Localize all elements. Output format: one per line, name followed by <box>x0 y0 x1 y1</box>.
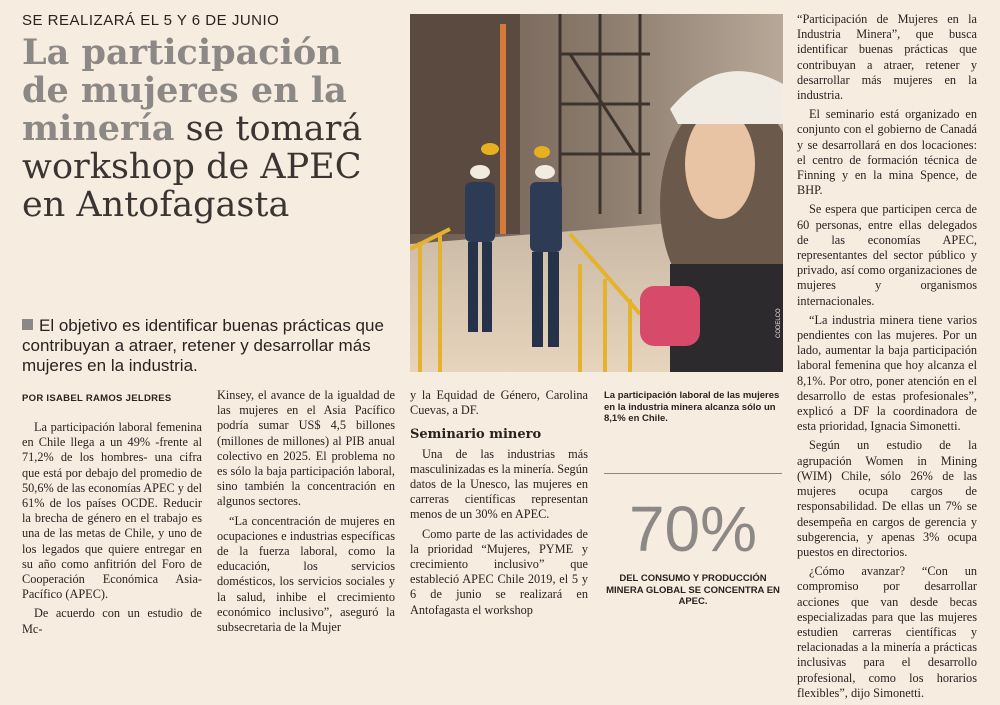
headline-line-1: La participación <box>22 32 342 73</box>
paragraph: De acuerdo con un estudio de Mc- <box>22 606 202 636</box>
paragraph: Una de las industrias más masculinizadas es la minería. Según datos de la Unesco, las mujeres en carreras científicas representan menos de un 30% en APEC. <box>410 446 588 522</box>
article-column-1 <box>22 420 202 641</box>
paragraph: y la Equidad de Género, Carolina Cuevas, a DF. <box>410 388 588 418</box>
paragraph: “La concentración de mujeres en ocupaciones e industrias específicas de la fuerza laboral, como la educación, los servicios domésticos, los servicios sociales y la salud, inhibe el crecimiento económico inclusivo”, aseguró la subsecretaria de la Mujer <box>217 513 395 635</box>
paragraph: Según un estudio de la agrupación Women in Mining (WIM) Chile, sólo 26% de las mujeres ocupa cargos de responsabilidad. De ellas un 7% se desempeña en cargos de gerencia y subgerencia, y apenas 3% ocupa puestos en directorios. <box>797 438 977 559</box>
lead-paragraph <box>22 316 392 376</box>
paragraph: ¿Cómo avanzar? “Con un compromiso por desarrollar acciones que van desde becas especializadas para que las mujeres estudien carreras científicas y relacionadas a la minería a prácticas inclusivas para el desarrollo profesional, como los horarios flexibles”, dijo Simonetti. <box>797 564 977 700</box>
photo-caption: La participación laboral de las mujeres en la industria minera alcanza sólo un 8,1% en Chile. <box>604 390 780 424</box>
paragraph: Como parte de las actividades de la prioridad “Mujeres, PYME y crecimiento inclusivo” que estableció APEC Chile 2019, el 5 y 6 de junio se realizará en Antofagasta el workshop <box>410 526 588 617</box>
headline-line-5: en Antofagasta <box>22 185 290 225</box>
stat-label: DEL CONSUMO Y PRODUCCIÓN MINERA GLOBAL SE CONCENTRA EN APEC. <box>606 573 780 607</box>
paragraph: La participación laboral femenina en Chile llega a un 49% -frente al 71,2% de los hombres- una cifra que está por debajo del promedio de 50,6% de las economías APEC y del 61% de los países OCDE. Reducir la brecha de género en el trabajo es una de las metas de Chile, y uno de los legados que quiere entregar en su año como anfitrión del Foro de Cooperación Económica Asia-Pacífico (APEC). <box>22 420 202 602</box>
stat-value: 70% <box>628 493 758 565</box>
lead-text: El objetivo es identificar buenas prácticas que contribuyan a atraer, retener y desarrollar más mujeres en la industria. <box>22 316 384 375</box>
divider <box>604 473 782 474</box>
paragraph: “Participación de Mujeres en la Industria Minera”, que busca identificar buenas prácticas que contribuyan a atraer, retener y desarrollar más mujeres en la industria. <box>797 12 977 103</box>
section-subhead: Seminario minero <box>410 427 542 443</box>
headline-line-3-rest: se tomará <box>174 109 363 149</box>
photo-illustration <box>410 14 783 372</box>
article-column-2 <box>217 388 395 639</box>
mining-workers-photo <box>410 14 783 372</box>
headline-line-3-bold: minería <box>22 108 175 149</box>
byline: POR ISABEL RAMOS JELDRES <box>22 393 172 404</box>
headline-line-2: de mujeres en la <box>22 70 347 111</box>
headline <box>22 34 407 224</box>
kicker: SE REALIZARÁ EL 5 Y 6 DE JUNIO <box>22 12 280 29</box>
photo-credit: CODELCO <box>776 308 782 338</box>
paragraph: El seminario está organizado en conjunto con el gobierno de Canadá y se desarrollará en dos locaciones: el centro de formación técnica de Finning y en la mina Spence, de BHP. <box>797 107 977 198</box>
headline-line-4: workshop de APEC <box>22 147 362 187</box>
paragraph: “La industria minera tiene varios pendientes con las mujeres. Por un lado, aumentar la baja participación laboral femenina que hoy alcanza el 8,1%. Por otro, poner atención en el desarrollo de estas profesionales”, explicó a DF la coordinadora de esta prioridad, Ignacia Simonetti. <box>797 312 977 434</box>
headline-line-3 <box>22 110 407 148</box>
article-column-3 <box>410 388 588 622</box>
square-bullet-icon <box>22 319 33 330</box>
paragraph: Se espera que participen cerca de 60 personas, entre ellas delegados de las economías APEC, representantes del sector público y privado, así como organizaciones de mujeres y organismos internacionales. <box>797 202 977 308</box>
paragraph: Kinsey, el avance de la igualdad de las mujeres en el Asia Pacífico podría sumar US$ 4,5 billones (millones de millones) al PIB anual colectivo en 2025. El problema no es sólo la baja participación laboral, sino también la concentración en algunos sectores. <box>217 388 395 509</box>
article-column-4 <box>797 12 977 705</box>
